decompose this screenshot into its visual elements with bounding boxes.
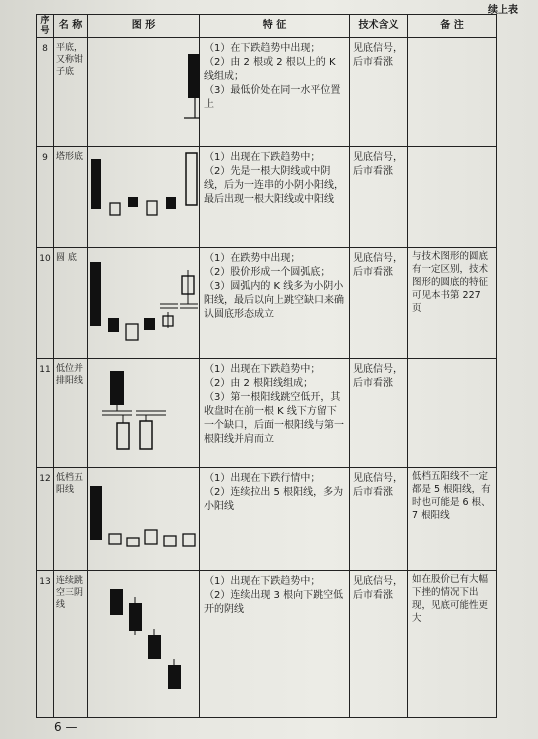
page-number: 6 — [54, 720, 78, 734]
bullish-candle [145, 530, 157, 544]
continued-label: 续上表 [488, 5, 518, 16]
header-name: 名 称 [54, 15, 88, 38]
table-row [37, 571, 497, 718]
candlestick-figure [88, 147, 200, 247]
bullish-candle [183, 534, 195, 546]
header-tech: 技术含义 [350, 15, 408, 38]
table-row [37, 468, 497, 571]
candlestick-figure [88, 248, 200, 358]
feature-line: （1）出现在下跌趋势中； [204, 364, 321, 375]
bearish-candle [188, 54, 200, 98]
bearish-candle [91, 159, 101, 209]
header-figure: 图 形 [88, 15, 200, 38]
table-row [37, 248, 497, 359]
row-tech: 见底信号，后市看涨 [350, 147, 408, 248]
feature-line: （2）连续出现 3 根向下跳空低开的阴线 [204, 590, 344, 615]
row-seq: 10 [37, 248, 54, 359]
row-tech: 见底信号，后市看涨 [350, 571, 408, 718]
bullish-candle [127, 538, 139, 546]
row-note: 如在股价已有大幅下挫的情况下出现，见底可能性更大 [408, 571, 497, 718]
bullish-candle [109, 534, 121, 544]
bearish-candle [148, 635, 161, 659]
row-name: 塔形底 [54, 147, 88, 248]
bearish-candle [144, 318, 155, 330]
bearish-candle [168, 665, 181, 689]
feature-line: （3）圆弧内的 K 线多为小阴小阳线，最后以向上跳空缺口来确认圆底形态成立 [204, 281, 344, 320]
bearish-candle [129, 603, 142, 631]
candlestick-pattern-table [36, 14, 497, 718]
row-feature [200, 38, 350, 147]
figure-three-gap-yin [88, 571, 200, 718]
candlestick-figure [88, 468, 200, 570]
row-seq: 9 [37, 147, 54, 248]
header-row [37, 15, 497, 38]
feature-line: （2）由 2 根阳线组成； [204, 378, 314, 389]
feature-line: （1）出现在下跌趋势中； [204, 152, 321, 163]
row-note [408, 359, 497, 468]
row-feature [200, 571, 350, 718]
bullish-candle [186, 153, 197, 205]
row-note [408, 147, 497, 248]
row-tech: 见底信号，后市看涨 [350, 38, 408, 147]
candlestick-figure [88, 571, 200, 717]
row-feature [200, 468, 350, 571]
candlestick-figure [88, 38, 200, 146]
row-seq: 8 [37, 38, 54, 147]
feature-line: （2）连续拉出 5 根阳线，多为小阳线 [204, 487, 344, 512]
bullish-candle [110, 203, 120, 215]
bullish-candle [117, 423, 129, 449]
bullish-candle [164, 536, 176, 546]
bullish-candle [126, 324, 138, 340]
header-feature: 特 征 [200, 15, 350, 38]
feature-line: （1）在跌势中出现； [204, 253, 301, 264]
figure-tower-bottom [88, 147, 200, 248]
bearish-candle [108, 318, 119, 332]
bearish-candle [110, 371, 124, 405]
row-note: 低档五阳线不一定都是 5 根阳线，有时也可能是 6 根、7 根阳线 [408, 468, 497, 571]
row-feature [200, 359, 350, 468]
feature-line: （2）先是一根大阴线或中阴线，后为一连串的小阴小阳线，最后出现一根大阳线或中阳线 [204, 166, 344, 205]
candlestick-figure [88, 359, 200, 467]
row-note: 与技术图形的圆底有一定区别，技术图形的圆底的特征可见本书第 227 页 [408, 248, 497, 359]
header-seq: 序号 [37, 15, 54, 38]
row-name: 低位并排阳线 [54, 359, 88, 468]
feature-line: （2）股价形成一个圆弧底； [204, 267, 331, 278]
bearish-candle [110, 589, 123, 615]
row-name: 低档五阳线 [54, 468, 88, 571]
table-row [37, 359, 497, 468]
row-name: 连续跳空三阴线 [54, 571, 88, 718]
figure-round-bottom [88, 248, 200, 359]
figure-flat-bottom [88, 38, 200, 147]
row-note [408, 38, 497, 147]
feature-line: （1）出现在下跌趋势中； [204, 576, 321, 587]
bearish-candle [90, 486, 102, 540]
bullish-candle [140, 421, 152, 449]
table-row [37, 38, 497, 147]
feature-line: （2）由 2 根或 2 根以上的 K 线组成； [204, 57, 336, 82]
table-row [37, 147, 497, 248]
row-tech: 见底信号，后市看涨 [350, 248, 408, 359]
feature-line: （3）第一根阳线跳空低开，其收盘时在前一根 K 线下方留下一个缺口，后面一根阳线与第一根阳线并肩而立 [204, 392, 344, 445]
row-tech: 见底信号，后市看涨 [350, 468, 408, 571]
feature-line: （1）在下跌趋势中出现； [204, 43, 321, 54]
feature-line: （1）出现在下跌行情中； [204, 473, 321, 484]
row-feature [200, 248, 350, 359]
feature-line: （3）最低价处在同一水平位置上 [204, 85, 341, 110]
row-seq: 11 [37, 359, 54, 468]
row-name: 平底，又称钳子底 [54, 38, 88, 147]
row-seq: 13 [37, 571, 54, 718]
bullish-candle [147, 201, 157, 215]
bearish-candle [90, 262, 101, 326]
header-note: 备 注 [408, 15, 497, 38]
row-name: 圆 底 [54, 248, 88, 359]
row-tech: 见底信号，后市看涨 [350, 359, 408, 468]
figure-low-side-by-side [88, 359, 200, 468]
bearish-candle [128, 197, 138, 207]
row-seq: 12 [37, 468, 54, 571]
bearish-candle [166, 197, 176, 209]
figure-low-five-yang [88, 468, 200, 571]
row-feature [200, 147, 350, 248]
